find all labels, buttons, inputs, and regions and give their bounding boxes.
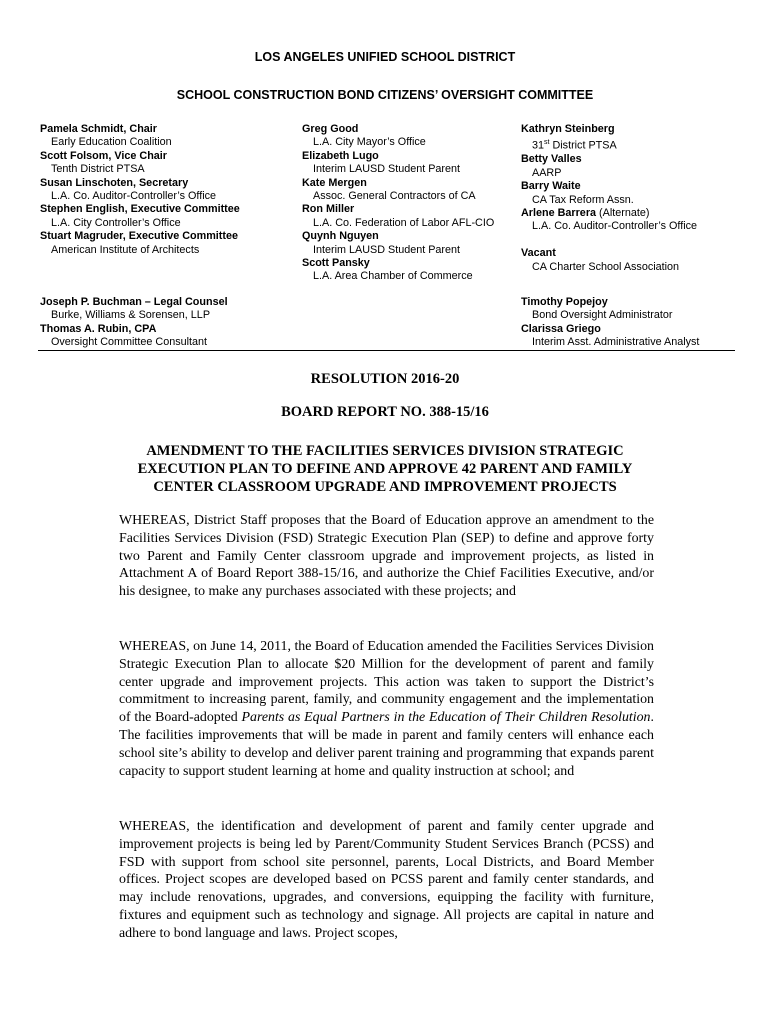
member-org: Interim Asst. Administrative Analyst: [532, 336, 700, 349]
member-name: Stuart Magruder, Executive Committee: [40, 230, 238, 243]
member-name: Vacant: [521, 247, 556, 260]
resolution-title-line: AMENDMENT TO THE FACILITIES SERVICES DIVISION STRATEGIC: [146, 443, 624, 459]
member-org: Assoc. General Contractors of CA: [313, 190, 476, 203]
member-org: L.A. City Controller’s Office: [51, 216, 181, 229]
member-name: Quynh Nguyen: [302, 230, 379, 243]
member-column-left: [40, 123, 240, 257]
member-org: American Institute of Architects: [51, 243, 200, 256]
member-name: Scott Pansky: [302, 257, 370, 270]
paragraph-text: . The facilities improvements that will be made in parent and family centers will enhance each school site’s ability to develop and deliver parent training and programming that expands parent capacity to support student learning at home and quality instruction at school; and: [119, 710, 654, 779]
district-name: LOS ANGELES UNIFIED SCHOOL DISTRICT: [254, 50, 516, 64]
header-divider: [38, 350, 735, 351]
member-org: Oversight Committee Consultant: [51, 336, 208, 349]
resolution-title: [0, 442, 770, 496]
member-org: L.A. Co. Auditor-Controller’s Office: [532, 220, 698, 233]
member-name: Scott Folsom, Vice Chair: [40, 149, 167, 162]
resolution-number: RESOLUTION 2016-20: [310, 371, 460, 387]
member-org: CA Tax Reform Assn.: [532, 193, 634, 206]
resolution-name-italic: Parents as Equal Partners in the Education of Their Children Resolution: [241, 710, 651, 726]
member-name: Barry Waite: [521, 180, 581, 193]
member-name: Kathryn Steinberg: [521, 123, 615, 135]
member-name: Stephen English, Executive Committee: [40, 203, 240, 216]
member-name: Betty Valles: [521, 153, 582, 166]
whereas-paragraph-2: [119, 638, 654, 780]
member-name: Arlene Barrera: [521, 207, 597, 220]
whereas-paragraph-1: WHEREAS, District Staff proposes that the Board of Education approve an amendment to the Facilities Services Division (FSD) Strategic Execution Plan (SEP) to define and approve forty two Parent and Family Center classroom upgrade and improvement projects, as listed in Attachment A of Board Report 388-15/16, and authorize the Chief Facilities Executive, and/or his designee, to make any purchases associated with these projects; and: [119, 513, 654, 600]
member-org: Interim LAUSD Student Parent: [313, 163, 461, 176]
staff-column-left: [40, 296, 228, 350]
alternate-note: (Alternate): [596, 207, 650, 220]
member-org: [521, 136, 697, 153]
whereas-paragraph-3: WHEREAS, the identification and development of parent and family center upgrade and improvement projects is being led by Parent/Community Student Services Branch (PCSS) and FSD with support from school site personnel, parents, Local Districts, and Board Member offices. Project scopes are developed based on PCSS parent and family center standards, and may include renovations, upgrades, and conversions, equipping the facility with furniture, fixtures and equipment such as technology and signage. All projects are capital in nature and adhere to bond language and laws. Project scopes,: [119, 819, 654, 941]
member-org: L.A. City Mayor’s Office: [313, 136, 426, 149]
member-org: L.A. Area Chamber of Commerce: [313, 270, 473, 283]
member-name: Kate Mergen: [302, 176, 367, 189]
member-org: AARP: [532, 166, 562, 179]
board-report-number: BOARD REPORT NO. 388-15/16: [281, 404, 489, 420]
member-org: L.A. Co. Auditor-Controller’s Office: [51, 190, 217, 203]
paragraph-text: WHEREAS, on June 14, 2011, the Board of Education amended the Facilities Services Division Strategic Execution Plan to allocate $20 Million for the development of parent and family center upgrade and improvement projects. This action was taken to support the District’s commitment to increasing parent, family, and community engagement and the implementation of the Board-adopted: [119, 639, 654, 726]
member-org: Tenth District PTSA: [51, 163, 145, 176]
org-district-number: 31: [532, 140, 545, 152]
staff-column-right: [521, 296, 699, 350]
resolution-title-line: CENTER CLASSROOM UPGRADE AND IMPROVEMENT PROJECTS: [153, 479, 617, 495]
member-name: Clarissa Griego: [521, 322, 601, 335]
member-name: Joseph P. Buchman – Legal Counsel: [40, 296, 228, 308]
ordinal-suffix: st: [544, 139, 550, 147]
member-name: Ron Miller: [302, 203, 355, 216]
member-org: CA Charter School Association: [532, 260, 680, 273]
member-column-right: [521, 123, 697, 274]
member-name: Greg Good: [302, 123, 359, 135]
member-name-with-note: [521, 207, 697, 220]
member-column-middle: [302, 123, 494, 284]
member-org: Bond Oversight Administrator: [532, 309, 673, 322]
member-org: L.A. Co. Federation of Labor AFL-CIO: [313, 216, 495, 229]
member-org: Burke, Williams & Sorensen, LLP: [51, 309, 211, 322]
committee-name: SCHOOL CONSTRUCTION BOND CITIZENS’ OVERSIGHT COMMITTEE: [176, 88, 594, 102]
member-name: Timothy Popejoy: [521, 296, 608, 308]
member-name: Elizabeth Lugo: [302, 149, 379, 162]
org-district-text: District PTSA: [549, 140, 617, 152]
member-name: Susan Linschoten, Secretary: [40, 176, 189, 189]
member-name: Pamela Schmidt, Chair: [40, 123, 158, 135]
member-name: Thomas A. Rubin, CPA: [40, 322, 157, 335]
resolution-title-line: EXECUTION PLAN TO DEFINE AND APPROVE 42 PARENT AND FAMILY: [137, 461, 633, 477]
member-org: Early Education Coalition: [51, 136, 172, 149]
member-org: Interim LAUSD Student Parent: [313, 243, 461, 256]
